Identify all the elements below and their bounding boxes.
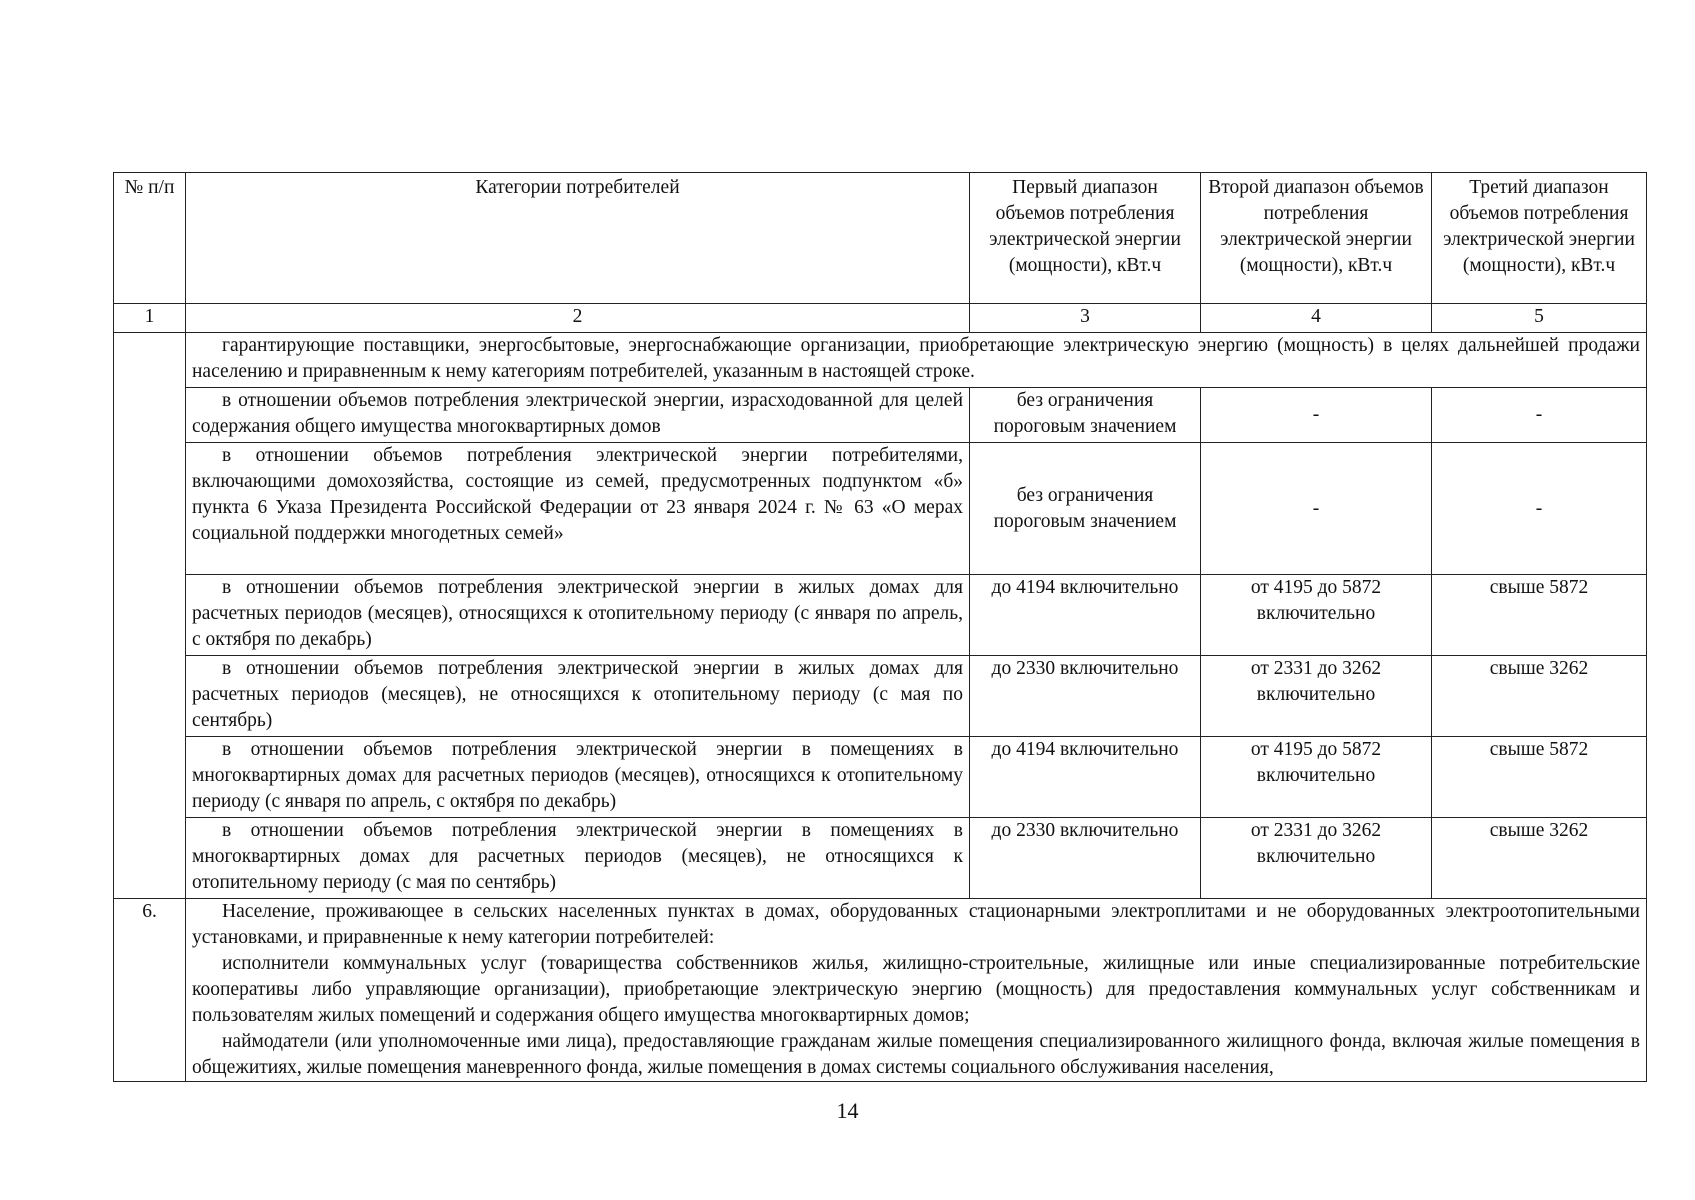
section-6-paragraph: наймодатели (или уполномоченные ими лица), предоставляющие гражданам жилые помещения специализированного жилищного фонда, включая жилые помещения в общежитиях, жилые помещения маневренного фонда, жилые помещения в домах системы социального обслуживания населения, [192,1031,1640,1078]
section-6-paragraph: Население, проживающее в сельских населенных пунктах в домах, оборудованных стационарными электроплитами и не оборудованных электроотопительными установками, и приравненные к нему категории потребителей: [192,901,1640,948]
range2-cell: - [1201,388,1432,443]
category-cell: в отношении объемов потребления электрической энергии, израсходованной для целей содержания общего имущества многоквартирных домов [186,388,970,443]
intro-text: гарантирующие поставщики, энергосбытовые, энергоснабжающие организации, приобретающие электрическую энергию (мощность) в целях дальнейшей продажи населению и приравненным к нему категориям потребителей, указанным в настоящей строке. [186,333,1647,388]
range3-cell: свыше 3262 [1432,818,1647,899]
table-row [114,818,1647,899]
range1-cell: до 4194 включительно [970,575,1201,656]
column-number: 2 [186,304,970,333]
range1-cell: до 2330 включительно [970,818,1201,899]
table-row [114,656,1647,737]
table-row [114,443,1647,575]
category-cell: в отношении объемов потребления электрической энергии в жилых домах для расчетных периодов (месяцев), не относящихся к отопительному периоду (с мая по сентябрь) [186,656,970,737]
intro-row [114,333,1647,388]
table-row [114,737,1647,818]
range1-cell: без ограничения пороговым значением [970,443,1201,575]
range2-cell: от 4195 до 5872 включительно [1201,575,1432,656]
range3-cell: свыше 5872 [1432,575,1647,656]
range2-cell: от 2331 до 3262 включительно [1201,818,1432,899]
column-number: 5 [1432,304,1647,333]
column-number-row [114,304,1647,333]
table-row [114,388,1647,443]
section-6-text [186,899,1647,1082]
range3-cell: - [1432,443,1647,575]
row-number: 6. [114,899,186,1082]
category-cell: в отношении объемов потребления электрической энергии в помещениях в многоквартирных домах для расчетных периодов (месяцев), не относящихся к отопительному периоду (с мая по сентябрь) [186,818,970,899]
category-cell: в отношении объемов потребления электрической энергии в помещениях в многоквартирных домах для расчетных периодов (месяцев), относящихся к отопительному периоду (с января по апрель, с октября по декабрь) [186,737,970,818]
header-row [114,173,1647,304]
range3-cell: - [1432,388,1647,443]
column-number: 3 [970,304,1201,333]
header-range1: Первый диапазон объемов потребления электрической энергии (мощности), кВт.ч [970,173,1201,304]
range3-cell: свыше 5872 [1432,737,1647,818]
section-6-row [114,899,1647,1082]
column-number: 4 [1201,304,1432,333]
header-category: Категории потребителей [186,173,970,304]
range1-cell: без ограничения пороговым значением [970,388,1201,443]
range2-cell: от 2331 до 3262 включительно [1201,656,1432,737]
range2-cell: - [1201,443,1432,575]
category-cell: в отношении объемов потребления электрической энергии потребителями, включающими домохозяйства, состоящие из семей, предусмотренных подпунктом «б» пункта 6 Указа Президента Российской Федерации от 23 января 2024 г. № 63 «О мерах социальной поддержки многодетных семей» [186,443,970,575]
range2-cell: от 4195 до 5872 включительно [1201,737,1432,818]
range3-cell: свыше 3262 [1432,656,1647,737]
row-number-empty [114,333,186,899]
category-cell: в отношении объемов потребления электрической энергии в жилых домах для расчетных периодов (месяцев), относящихся к отопительному периоду (с января по апрель, с октября по декабрь) [186,575,970,656]
column-number: 1 [114,304,186,333]
range1-cell: до 4194 включительно [970,737,1201,818]
header-range3: Третий диапазон объемов потребления электрической энергии (мощности), кВт.ч [1432,173,1647,304]
header-number: № п/п [114,173,186,304]
range1-cell: до 2330 включительно [970,656,1201,737]
page-number: 14 [836,1098,859,1123]
section-6-paragraph: исполнители коммунальных услуг (товарищества собственников жилья, жилищно-строительные, жилищные или иные специализированные потребительские кооперативы либо управляющие организации), приобретающие электрическую энергию (мощность) для предоставления коммунальных услуг собственникам и пользователям жилых помещений и содержания общего имущества многоквартирных домов; [192,953,1640,1026]
table-row [114,575,1647,656]
tariff-table [113,172,1647,1082]
header-range2: Второй диапазон объемов потребления электрической энергии (мощности), кВт.ч [1201,173,1432,304]
